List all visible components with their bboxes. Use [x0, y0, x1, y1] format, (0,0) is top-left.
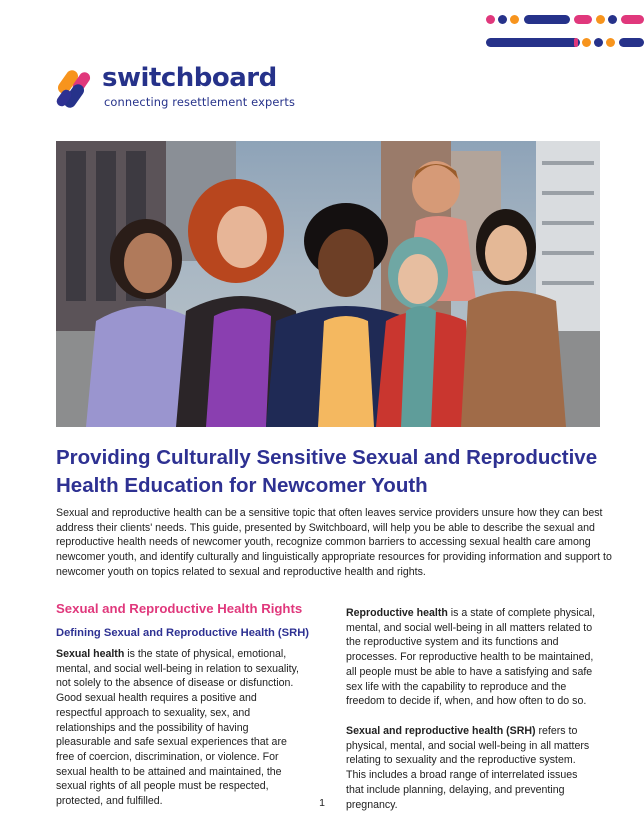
decorative-dots — [486, 12, 644, 52]
hero-photo — [56, 141, 600, 427]
reproductive-health-text: is a state of complete physical, mental, and social well-being in all matters related to the reproductive system and its functions and processes. For reproductive health to be maintained, all people must be able to have a satisfying and safe sex life with the capability to reproduce and the freedom to decide if, when, and how often to do so. — [346, 607, 596, 708]
sexual-health-term: Sexual health — [56, 648, 125, 660]
section-subheading: Defining Sexual and Reproductive Health (SRH) — [56, 627, 309, 639]
group-photo-illustration — [56, 141, 600, 427]
sexual-health-text: is the state of physical, emotional, mental, and social well-being in relation to sexuality, not solely to the absence of disease or disfunction. Good sexual health requires a positive and respectful approach to sexuality, sex, and relationships and the possibility of having pleasurable and safe sexual experiences that are free of coercion, discrimination, or violence. For sexual health to be attained and maintained, the sexual rights of all people must be respected, protected, and fulfilled. — [56, 648, 299, 808]
brand-tagline: connecting resettlement experts — [104, 95, 296, 109]
section-heading: Sexual and Reproductive Health Rights — [56, 601, 303, 616]
sexual-health-definition — [56, 647, 301, 809]
srh-term: Sexual and reproductive health (SRH) — [346, 725, 536, 737]
reproductive-health-term: Reproductive health — [346, 607, 448, 619]
srh-text: refers to physical, mental, and social well-being in all matters relating to sexuality and the reproductive system. This includes a broad range of interrelated issues that include planning, delaying, and preventing pregnancy. — [346, 725, 590, 811]
switchboard-logo — [56, 63, 296, 115]
page-number: 1 — [319, 797, 325, 809]
reproductive-health-definition — [346, 606, 596, 709]
switchboard-logo-icon — [56, 67, 96, 113]
brand-name: switchboard — [102, 63, 277, 93]
intro-paragraph: Sexual and reproductive health can be a sensitive topic that often leaves service providers unsure how they can best address their clients' needs. This guide, presented by Switchboard, will help you be able to describe the sexual and reproductive health needs of newcomer youth, recognize common barriers to accessing sexual health care among newcomer youth, and identify culturally and linguistically appropriate resources for providing information and support to newcomer youth on topics related to sexual and reproductive health and rights. — [56, 507, 612, 578]
document-title: Providing Culturally Sensitive Sexual and Reproductive Health Education for Newcomer Youth — [56, 446, 598, 497]
